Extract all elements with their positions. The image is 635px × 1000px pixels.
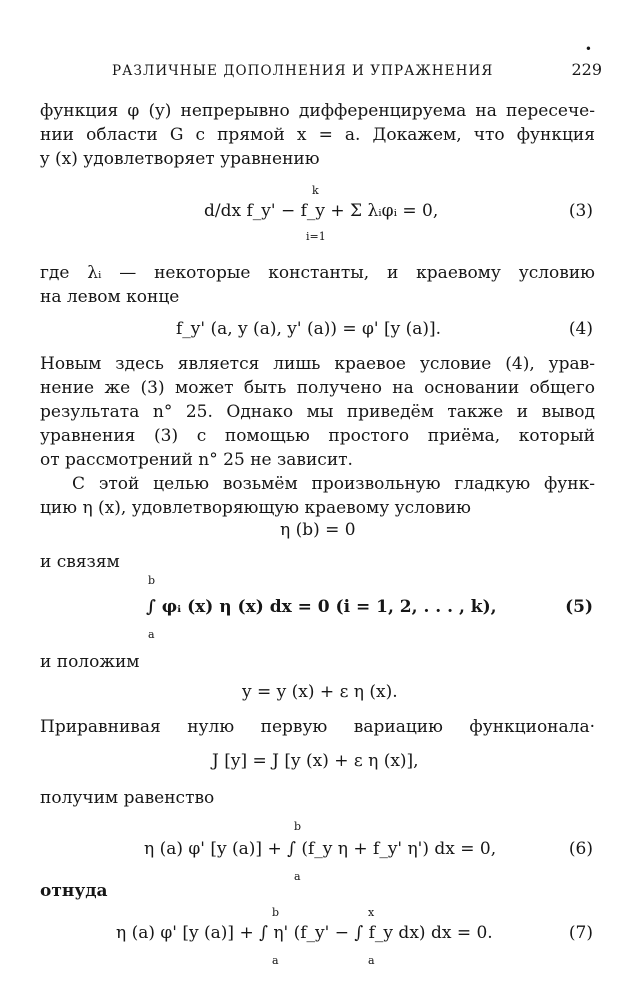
eq7-inner-integral-lower: a [368,954,375,967]
text-line-15: Приравнивая нулю первую вариацию функционала· [40,717,595,737]
text-line-2: нии области G с прямой x = a. Докажем, что функция [40,125,595,145]
equation-number-3: (3) [568,201,593,221]
equation-5: ∫ φᵢ (x) η (x) dx = 0 (i = 1, 2, . . . , k), [146,597,497,617]
eq3-sum-upper: k [312,184,319,197]
text-line-12: цию η (x), удовлетворяющую краевому условию [40,498,471,518]
eq3-sum-lower: i=1 [306,230,326,243]
eq5-integral-lower: a [148,628,155,641]
text-line-3: y (x) удовлетворяет уравнению [40,149,320,169]
corner-mark: • [584,42,592,56]
text-line-9: уравнения (3) с помощью простого приёма, который [40,426,595,446]
text-line-4: где λᵢ — некоторые константы, и краевому условию [40,263,595,283]
equation-number-5: (5) [565,597,593,617]
text-line-14: и положим [40,652,140,672]
text-line-13: и связям [40,552,120,572]
text-line-6: Новым здесь является лишь краевое условие (4), урав- [40,354,595,374]
text-line-16: получим равенство [40,788,215,808]
eq6-integral-upper: b [294,820,302,833]
text-line-17: отнуда [40,881,108,901]
text-line-11: С этой целью возьмём произвольную гладкую функ- [72,474,595,494]
equation-6: η (a) φ' [y (a)] + ∫ (f_y η + f_y' η') dx = 0, [144,839,497,859]
equation-3: d/dx f_y' − f_y + Σ λᵢφᵢ = 0, [204,201,439,221]
text-line-10: от рассмотрений n° 25 не зависит. [40,450,353,470]
equation-eta-boundary: η (b) = 0 [280,520,356,540]
equation-7: η (a) φ' [y (a)] + ∫ η' (f_y' − ∫ f_y dx) dx = 0. [116,923,493,943]
equation-number-7: (7) [568,923,593,943]
text-line-5: на левом конце [40,287,180,307]
text-line-1: функция φ (y) непрерывно дифференцируема на пересече- [40,101,595,121]
equation-functional: J [y] = J [y (x) + ε η (x)], [212,751,419,771]
equation-number-6: (6) [568,839,593,859]
equation-number-4: (4) [568,319,593,339]
page-header [40,42,602,84]
eq7-integral-upper: b [272,906,280,919]
text-line-8: результата n° 25. Однако мы приведём также и вывод [40,402,595,422]
eq6-integral-lower: a [294,870,301,883]
eq7-integral-lower: a [272,954,279,967]
eq5-integral-upper: b [148,574,156,587]
text-line-7: нение же (3) может быть получено на основании общего [40,378,595,398]
equation-variation: y = y (x) + ε η (x). [242,682,398,702]
eq7-inner-integral-upper: x [368,906,375,919]
running-title: РАЗЛИЧНЫЕ ДОПОЛНЕНИЯ И УПРАЖНЕНИЯ [112,63,494,79]
equation-4: f_y' (a, y (a), y' (a)) = φ' [y (a)]. [176,319,442,339]
page-number: 229 [571,60,602,79]
